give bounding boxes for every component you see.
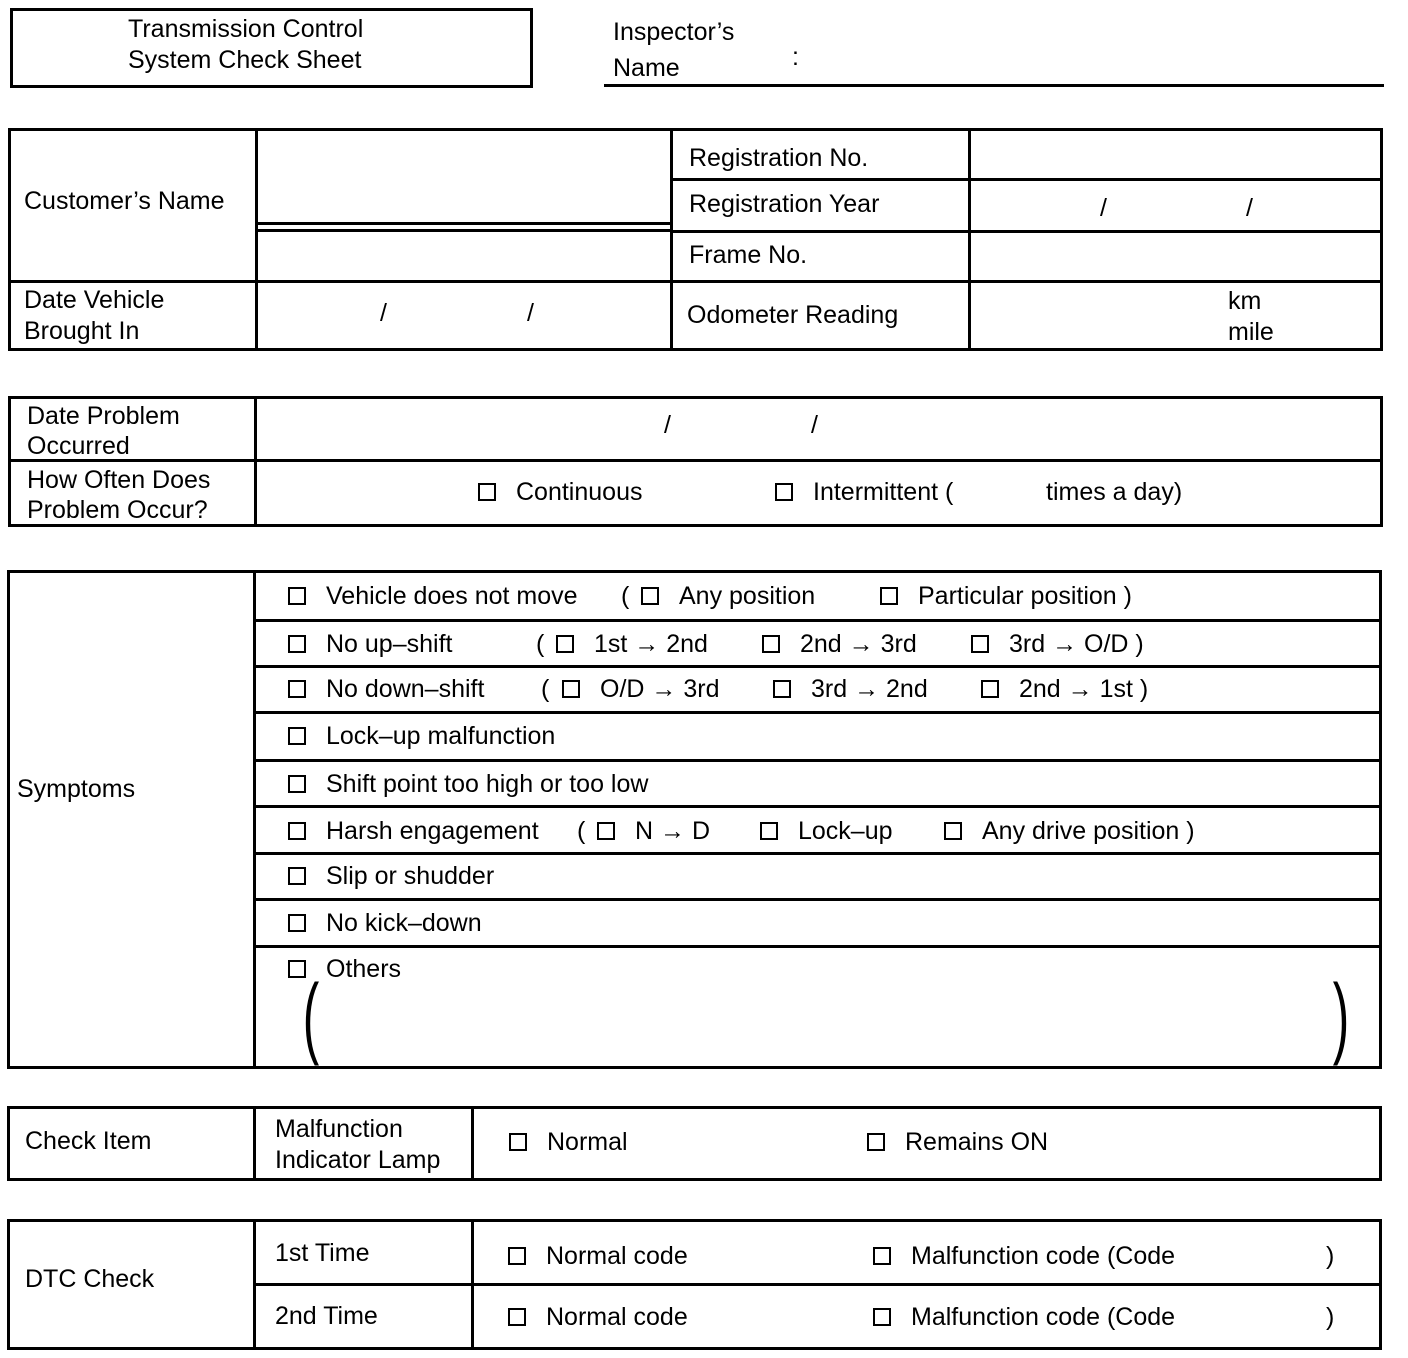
checkbox[interactable] [562,680,580,698]
checkbox[interactable] [508,1247,526,1265]
date-brought-in-label-line-1: Date Vehicle [24,286,165,314]
option-any-position[interactable]: Any position [641,581,815,611]
dtc-check-label: DTC Check [25,1265,155,1293]
option-dtc1-malfunction-code[interactable]: Malfunction code (Code [873,1241,1175,1271]
symptom-harsh-engagement[interactable]: Harsh engagement [288,816,539,846]
option-dtc2-normal-code[interactable]: Normal code [508,1302,688,1332]
checkbox[interactable] [880,587,898,605]
divider [253,570,256,1069]
paren: ( [577,817,586,845]
option-2nd-1st[interactable]: 2nd → 1st ) [981,674,1148,704]
option-mil-remains-on[interactable]: Remains ON [867,1127,1048,1157]
check-item-table [7,1106,1382,1181]
customer-name-label: Customer’s Name [24,187,225,215]
others-paren-close: ) [1332,967,1350,1067]
odometer-unit-km: km [1228,287,1262,315]
dtc1-close-paren: ) [1326,1242,1335,1270]
symptom-vehicle-does-not-move[interactable]: Vehicle does not move [288,581,578,611]
customer-name-field[interactable] [260,132,668,220]
how-often-label-line-1: How Often Does [27,466,211,494]
divider [253,1106,256,1181]
registration-year-label: Registration Year [689,190,880,218]
symptoms-label: Symptoms [17,775,136,803]
how-often-label-line-2: Problem Occur? [27,496,208,524]
times-a-day-label: times a day) [1046,478,1183,506]
inspector-name-line[interactable] [604,84,1384,87]
checkbox[interactable] [773,680,791,698]
option-1st-2nd[interactable]: 1st → 2nd [556,629,708,659]
checkbox[interactable] [288,914,306,932]
frame-no-label: Frame No. [689,241,808,269]
checkbox[interactable] [288,822,306,840]
checkbox[interactable] [556,635,574,653]
symptom-no-down-shift[interactable]: No down–shift [288,674,484,704]
checkbox[interactable] [760,822,778,840]
divider [253,805,1382,808]
dtc2-close-paren: ) [1326,1303,1335,1331]
divider [8,459,1383,462]
check-item-label: Check Item [25,1127,152,1155]
checkbox[interactable] [508,1308,526,1326]
checkbox[interactable] [981,680,999,698]
date-occurred-label-line-2: Occurred [27,432,130,460]
others-field[interactable] [330,985,1320,1055]
inspector-colon: : [792,43,799,71]
registration-no-field[interactable] [973,132,1379,176]
date-occurred-slash-1: / [664,411,671,439]
option-dtc1-normal-code[interactable]: Normal code [508,1241,688,1271]
mil-label-line-1: Malfunction [275,1115,403,1143]
date-brought-in-label-line-2: Brought In [24,317,140,345]
checkbox[interactable] [944,822,962,840]
paren: ( [541,675,550,703]
symptom-no-up-shift[interactable]: No up–shift [288,629,452,659]
option-lock-up[interactable]: Lock–up [760,816,893,846]
dtc-second-time-label: 2nd Time [275,1302,378,1330]
dtc-first-time-label: 1st Time [275,1239,370,1267]
checkbox[interactable] [873,1247,891,1265]
inspector-label-line-1: Inspector’s [613,18,735,46]
divider [670,128,673,351]
date-occurred-slash-2: / [811,411,818,439]
option-continuous[interactable]: Continuous [478,477,642,507]
others-paren-open: ( [302,967,320,1067]
divider [253,759,1382,762]
divider [253,665,1382,668]
option-intermittent[interactable]: Intermittent ( [775,477,953,507]
inspector-label-line-2: Name [613,54,680,82]
odometer-unit-mile: mile [1228,318,1274,346]
divider [471,1106,474,1181]
date-occurred-label-line-1: Date Problem [27,402,180,430]
frame-no-field[interactable] [973,234,1379,278]
option-n-d[interactable]: N → D [597,816,710,846]
symptom-others[interactable]: Others [288,954,401,984]
option-od-3rd[interactable]: O/D → 3rd [562,674,719,704]
date-brought-in-slash-2: / [527,299,534,327]
title-line-2: System Check Sheet [128,46,362,74]
title-line-1: Transmission Control [128,15,364,43]
checkbox[interactable] [288,775,306,793]
divider [8,280,1383,283]
paren: ( [536,630,545,658]
checkbox[interactable] [867,1133,885,1151]
divider [255,222,671,225]
divider [253,619,1382,622]
checkbox[interactable] [288,680,306,698]
divider [253,711,1382,714]
divider [253,1283,1382,1286]
checkbox[interactable] [873,1308,891,1326]
option-3rd-od[interactable]: 3rd → O/D ) [971,629,1144,659]
checkbox-intermittent[interactable] [775,483,793,501]
divider [253,898,1382,901]
mil-label-line-2: Indicator Lamp [275,1146,441,1174]
symptom-slip-or-shudder[interactable]: Slip or shudder [288,861,494,891]
checkbox[interactable] [509,1133,527,1151]
divider [968,128,971,351]
checkbox-continuous[interactable] [478,483,496,501]
date-brought-in-slash-1: / [380,299,387,327]
checkbox[interactable] [288,635,306,653]
registration-no-label: Registration No. [689,144,869,172]
checkbox[interactable] [641,587,659,605]
symptom-no-kick-down[interactable]: No kick–down [288,908,482,938]
option-dtc2-malfunction-code[interactable]: Malfunction code (Code [873,1302,1175,1332]
odometer-label: Odometer Reading [687,301,899,329]
divider [255,229,671,232]
checkbox[interactable] [971,635,989,653]
checkbox[interactable] [762,635,780,653]
checkbox[interactable] [288,587,306,605]
divider [670,178,1383,181]
option-particular-position[interactable]: Particular position ) [880,581,1132,611]
divider [255,128,258,351]
option-3rd-2nd[interactable]: 3rd → 2nd [773,674,928,704]
option-any-drive-position[interactable]: Any drive position ) [944,816,1195,846]
checkbox[interactable] [288,867,306,885]
checkbox[interactable] [597,822,615,840]
symptom-lock-up-malfunction[interactable]: Lock–up malfunction [288,721,555,751]
divider [253,945,1382,948]
paren: ( [621,582,630,610]
divider [670,230,1383,233]
registration-year-slash-1: / [1100,194,1107,222]
registration-year-slash-2: / [1246,194,1253,222]
checkbox[interactable] [288,727,306,745]
divider [253,852,1382,855]
symptom-shift-point[interactable]: Shift point too high or too low [288,769,648,799]
option-2nd-3rd[interactable]: 2nd → 3rd [762,629,917,659]
option-mil-normal[interactable]: Normal [509,1127,628,1157]
